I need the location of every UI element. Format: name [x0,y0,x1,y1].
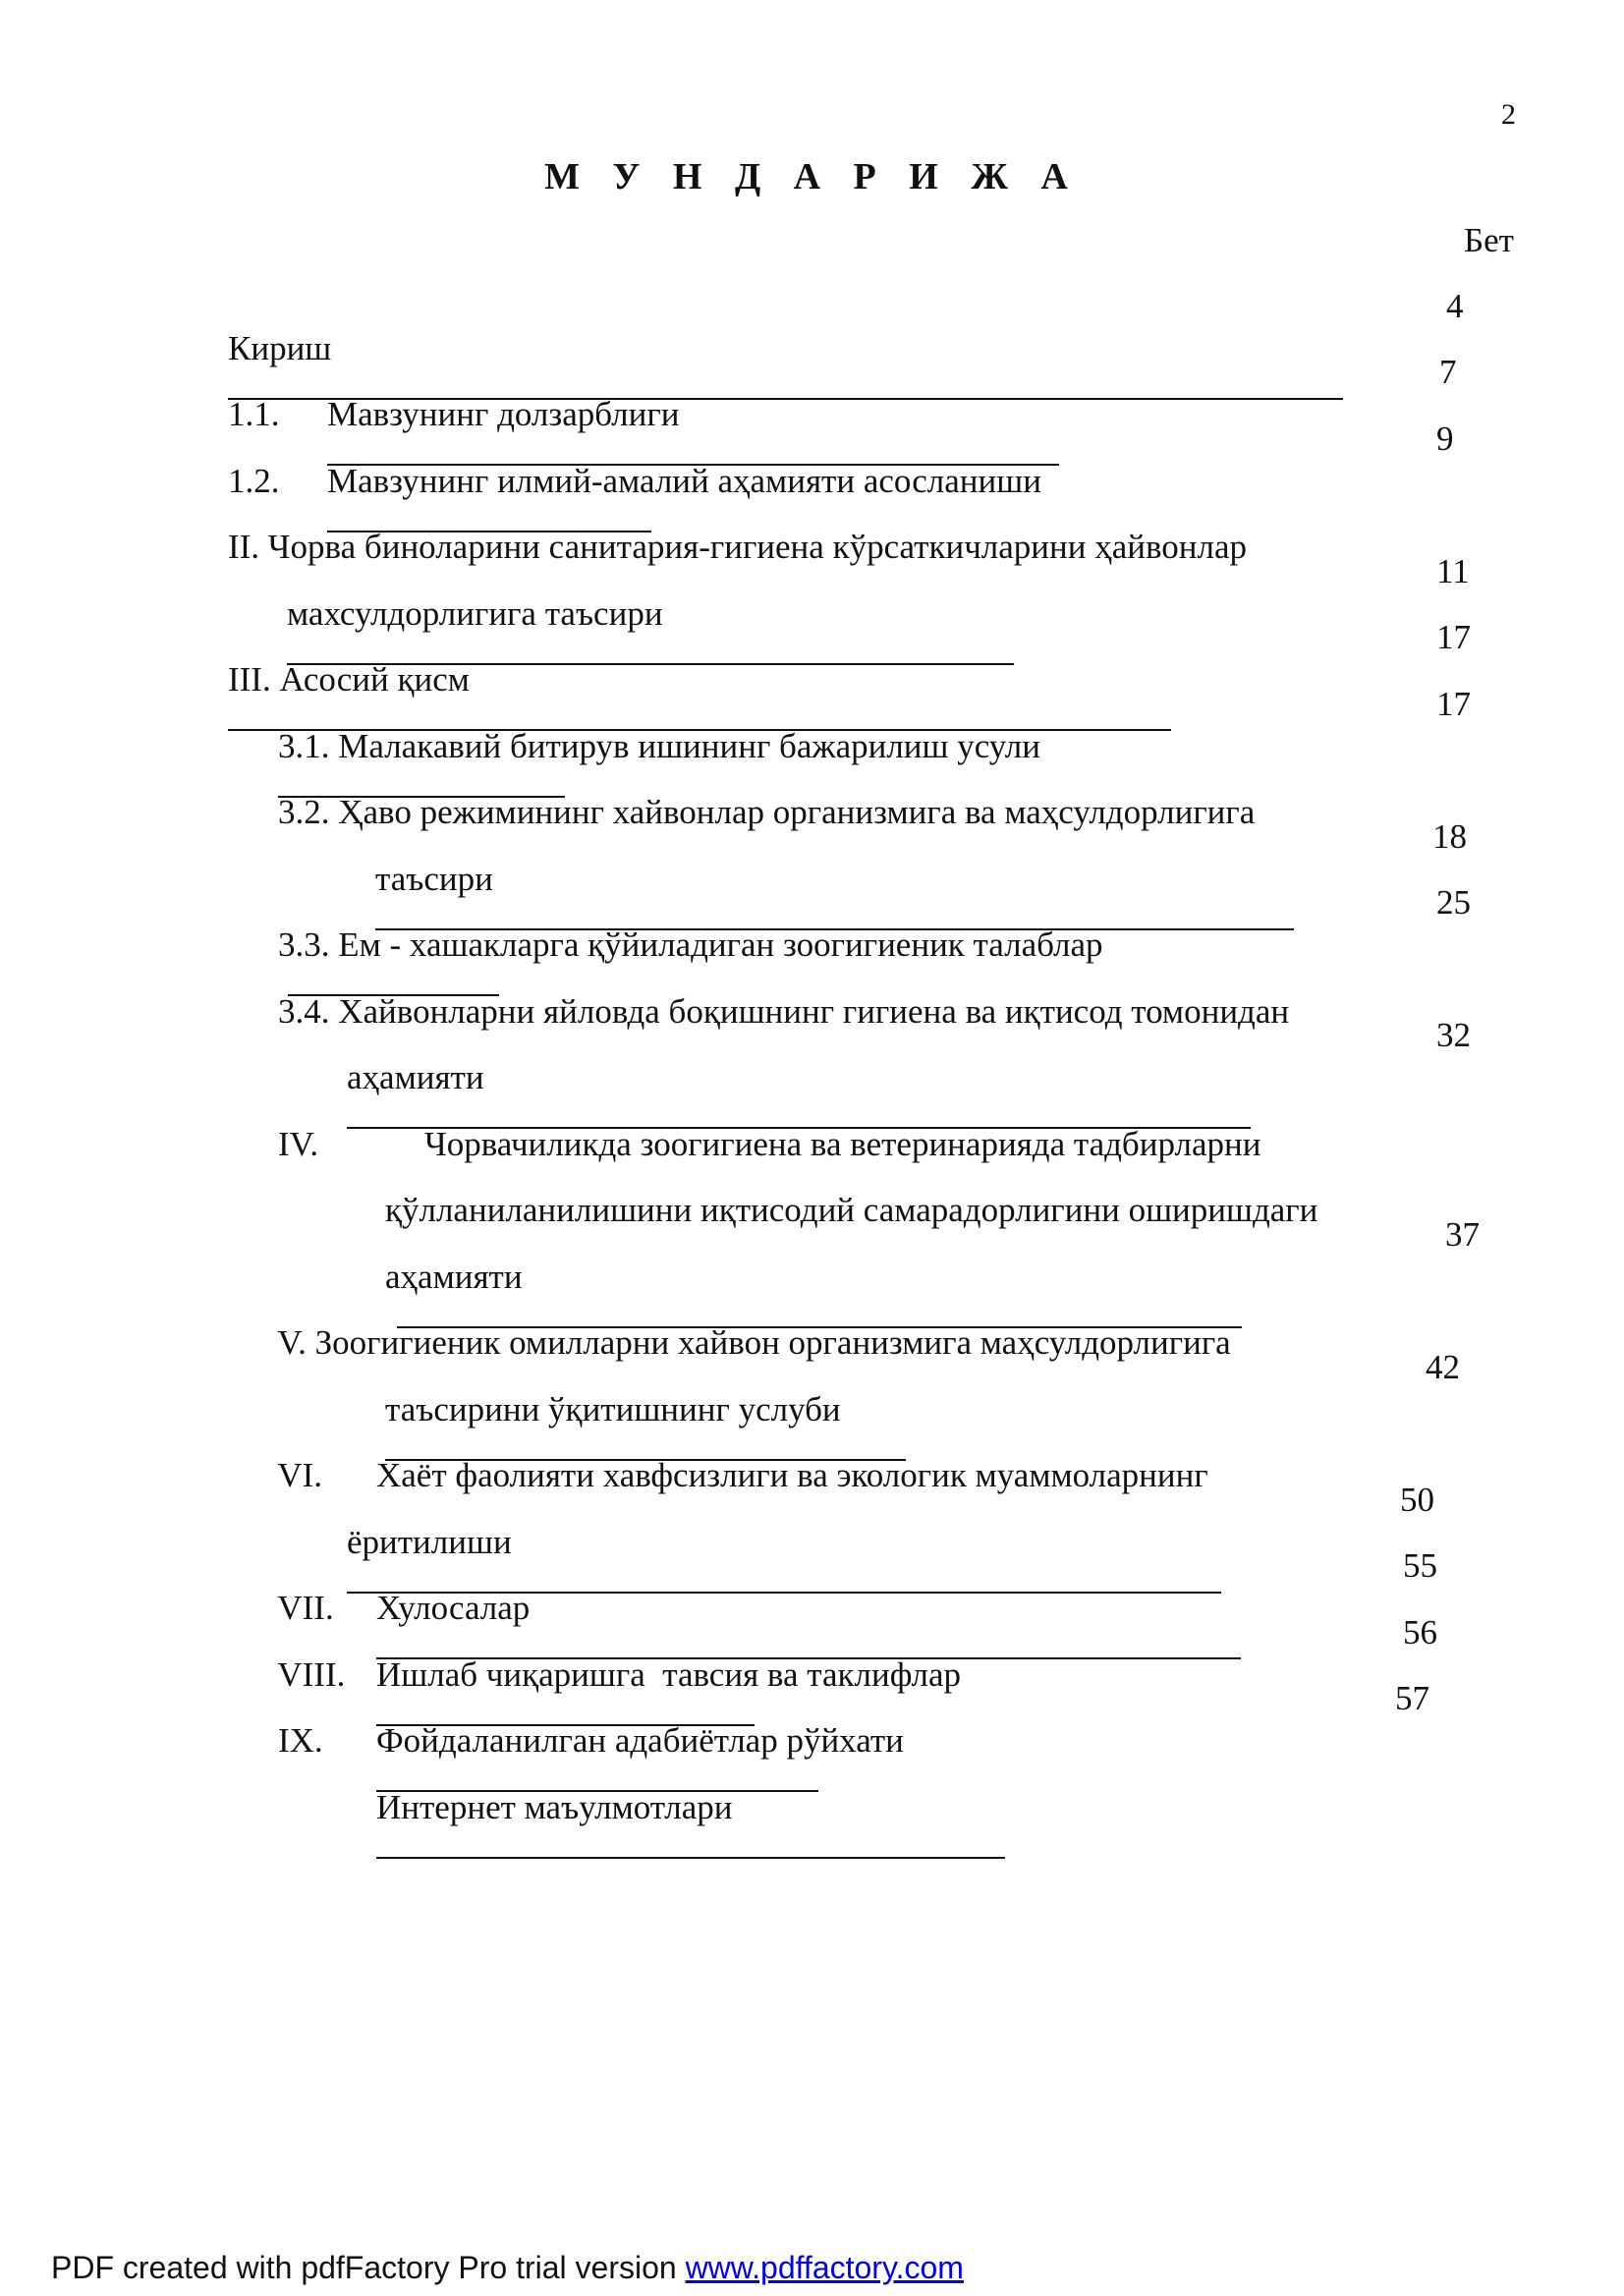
toc-page-number: 9 [1436,420,1454,458]
footer-text: PDF created with pdfFactory Pro trial version [51,2250,686,2285]
toc-entry-text: ёритилиши [347,1523,512,1561]
toc-entry-text: III. Асосий қисм [228,660,470,699]
pdf-watermark-footer [51,2250,964,2286]
toc-entry-text: Фойдаланилган адабиётлар рўйхати [376,1721,904,1760]
toc-page-number: 4 [1446,287,1464,325]
toc-entry-prefix: 1.1. [228,395,280,433]
toc-entry[interactable] [244,1682,323,1800]
toc-page-number: 7 [1439,353,1457,391]
footer-link[interactable]: www.pdffactory.com [685,2250,964,2285]
toc-entry-prefix: VII. [277,1589,334,1627]
toc-entry-text: Мавзунинг илмий-амалий аҳамияти асосланиши [327,462,1041,500]
page-number: 2 [1501,98,1516,131]
toc-page-number: 25 [1436,883,1471,922]
toc-entry-text: Ишлаб чиқаришга тавсия ва таклифлар [376,1655,962,1694]
toc-page-number: 37 [1445,1215,1480,1254]
toc-entry-text: Мавзунинг долзарблиги [327,395,680,433]
toc-entry[interactable] [244,1086,318,1204]
page-column-header: Бет [1464,221,1514,259]
toc-entry[interactable] [244,1417,322,1535]
toc-page-number: 42 [1426,1348,1460,1386]
toc-entry[interactable] [342,1749,1005,1907]
toc-page-number: 17 [1436,685,1471,723]
toc-entry-text: 3.3. Ем - хашакларга қўйиладиган зоогигиеник талаблар [278,925,1103,964]
toc-page-number: 18 [1432,817,1467,856]
toc-entry-text: V. Зоогигиеник омилларни хайвон организмига маҳсулдорлигига [277,1323,1231,1362]
toc-entry-text: 3.1. Малакавий битирув ишининг бажарилиш усули [278,727,1040,765]
toc-page-number: 11 [1436,552,1470,590]
toc-entry-prefix: IX. [278,1721,323,1760]
toc-leader [376,1827,1005,1859]
toc-page-number: 17 [1436,618,1471,656]
toc-entry-text: II. Чорва биноларини санитария-гигиена кўрсаткичларини ҳайвонлар [228,528,1248,566]
toc-entry-text: аҳамияти [385,1258,523,1296]
toc-entry-prefix: VIII. [277,1655,346,1694]
toc-entry-prefix: IV. [278,1125,319,1163]
toc-page-number: 56 [1403,1613,1437,1652]
toc-entry-text: таъсири [375,860,493,898]
toc-entry-text: махсулдорлигига таъсири [287,594,663,633]
toc-entry-prefix: VI. [277,1456,323,1494]
toc-page-number: 57 [1395,1679,1429,1717]
toc-page-number: 55 [1403,1546,1437,1585]
page-title: М У Н Д А Р И Ж А [544,156,1080,197]
toc-entry-text: Чорвачиликда зоогигиена ва ветеринарияда тадбирларни [424,1125,1261,1163]
toc-entry-text: Хаёт фаолияти хавфсизлиги ва экологик муаммоларнинг [376,1456,1208,1494]
toc-entry-text: Хулосалар [376,1589,531,1627]
toc-entry-text: қўлланиланилишини иқтисодий самарадорлигини оширишдаги [385,1191,1318,1229]
toc-entry-text: Кириш [228,329,332,367]
toc-entry-text: 3.2. Ҳаво режимининг хайвонлар организмига ва маҳсулдорлигига [278,793,1256,831]
toc-page-number: 32 [1436,1016,1471,1054]
toc-entry-text: таъсирини ўқитишнинг услуби [385,1390,841,1428]
toc-page-number: 50 [1400,1481,1434,1519]
toc-entry-text: 3.4. Хайвонларни яйловда боқишнинг гигиена ва иқтисод томонидан [278,992,1290,1031]
toc-entry-prefix: 1.2. [228,462,280,500]
toc-entry-text: Интернет маъулмотлари [376,1788,733,1826]
toc-entry-text: аҳамияти [347,1058,484,1096]
